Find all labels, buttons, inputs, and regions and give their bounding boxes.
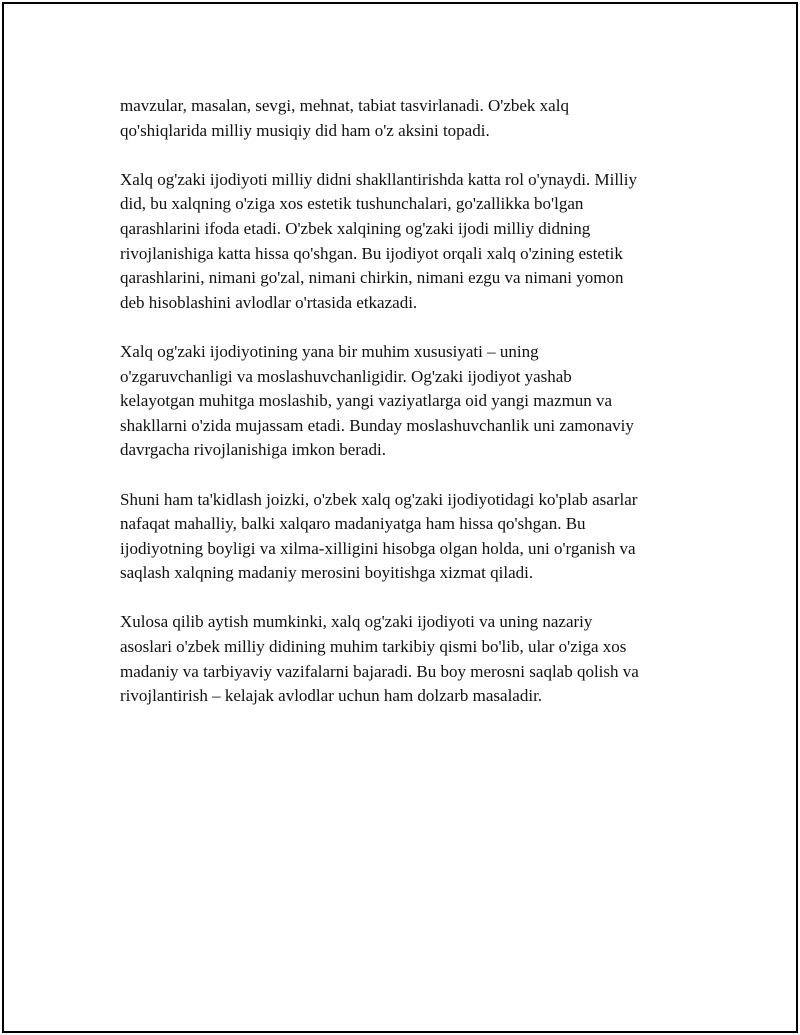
document-body [120, 94, 690, 733]
page-frame [2, 2, 798, 1033]
paragraph-3: Xalq og'zaki ijodiyotining yana bir muhim xususiyati – uning o'zgaruvchanligi va moslashuvchanligidir. Og'zaki ijodiyot yashab kelayotgan muhitga moslashib, yangi vaziyatlarga oid yangi mazmun va shakllarni o'zida mujassam etadi. Bunday moslashuvchanlik uni zamonaviy davrgacha rivojlanishiga imkon beradi. [120, 341, 634, 460]
paragraph-4: Shuni ham ta'kidlash joizki, o'zbek xalq og'zaki ijodiyotidagi ko'plab asarlar nafaqat mahalliy, balki xalqaro madaniyatga ham hissa qo'shgan. Bu ijodiyotning boyligi va xilma-xilligini hisobga olgan holda, uni o'rganish va saqlash xalqning madaniy merosini boyitishga xizmat qiladi. [120, 489, 638, 583]
paragraph-2: Xalq og'zaki ijodiyoti milliy didni shakllantirishda katta rol o'ynaydi. Milliy did, bu xalqning o'ziga xos estetik tushunchalari, go'zallikka bo'lgan qarashlarini ifoda etadi. O'zbek xalqining og'zaki ijodi milliy didning rivojlanishiga katta hissa qo'shgan. Bu ijodiyot orqali xalq o'zining estetik qarashlarini, nimani go'zal, nimani chirkin, nimani ezgu va nimani yomon deb hisoblashini avlodlar o'rtasida etkazadi. [120, 169, 638, 312]
paragraph-1: mavzular, masalan, sevgi, mehnat, tabiat tasvirlanadi. O'zbek xalq qo'shiqlarida milliy musiqiy did ham o'z aksini topadi. [120, 96, 569, 140]
paragraph-5: Xulosa qilib aytish mumkinki, xalq og'zaki ijodiyoti va uning nazariy asoslari o'zbek milliy didining muhim tarkibiy qismi bo'lib, ular o'ziga xos madaniy va tarbiyaviy vazifalarni bajaradi. Bu boy merosni saqlab qolish va rivojlantirish – kelajak avlodlar uchun ham dolzarb masaladir. [120, 612, 639, 706]
